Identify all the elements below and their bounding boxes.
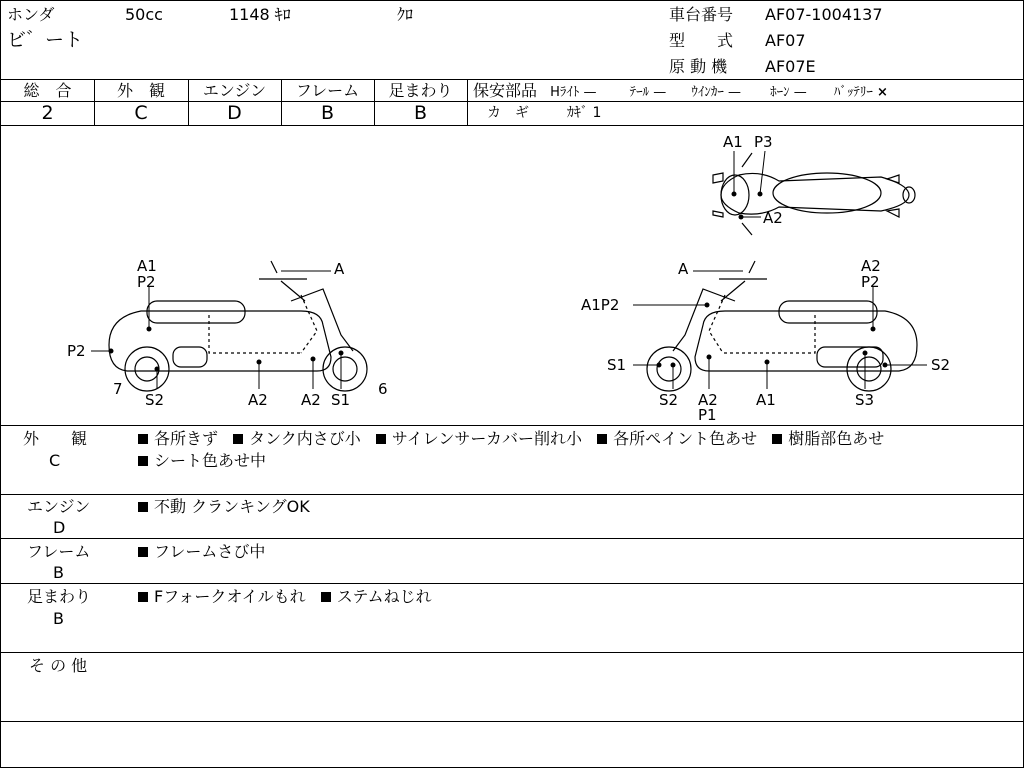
remark-item: シート色あせ中 xyxy=(154,451,267,470)
label-left-a1: A1 xyxy=(137,257,157,275)
safety-parts-row xyxy=(473,83,888,99)
remark-item: 不動 クランキングOK xyxy=(154,497,310,516)
label-left-p2: P2 xyxy=(137,273,156,291)
safety-item xyxy=(630,85,667,100)
right-rear-wheel xyxy=(847,347,891,391)
right-rear-hub xyxy=(857,357,881,381)
left-handlebar xyxy=(259,261,307,301)
grade-label-suspension: 足まわり xyxy=(388,81,453,100)
safety-item-mark: — xyxy=(728,85,741,100)
remark-frame-grade: B xyxy=(53,563,64,582)
right-leg-shield xyxy=(709,295,725,353)
bullet-icon xyxy=(138,502,148,512)
label-left-7: 7 xyxy=(113,380,123,398)
model-name: ビ゛ート xyxy=(7,29,84,51)
top-handlebar xyxy=(742,153,752,235)
label-top-a2: A2 xyxy=(763,209,783,227)
left-floor xyxy=(209,315,301,353)
bullet-icon xyxy=(376,434,386,444)
label-right-p1: P1 xyxy=(698,406,717,424)
mileage: 1148 ｷﾛ xyxy=(229,5,291,24)
remark-suspension-items xyxy=(138,589,432,605)
right-body xyxy=(695,311,917,371)
label-right-s3: S3 xyxy=(855,391,875,409)
label-left-a: A xyxy=(334,260,345,278)
remark-item: フレームさび中 xyxy=(154,542,266,561)
divider xyxy=(467,101,1023,102)
frame-no-label: 車台番号 xyxy=(669,5,734,24)
divider xyxy=(1,494,1023,495)
bullet-icon xyxy=(772,434,782,444)
divider xyxy=(1,721,1023,722)
label-left-a2-mid: A2 xyxy=(248,391,268,409)
divider xyxy=(1,79,1023,80)
right-front-wheel xyxy=(647,347,691,391)
displacement: 50cc xyxy=(125,5,163,24)
remark-exterior-label: 外 観 xyxy=(23,429,88,448)
remark-suspension-label: 足まわり xyxy=(27,587,92,606)
bullet-icon xyxy=(233,434,243,444)
bullet-icon xyxy=(138,592,148,602)
maker: ホンダ xyxy=(7,5,55,24)
remark-other-label: そ の 他 xyxy=(29,656,88,675)
engine-label: 原 動 機 xyxy=(669,57,728,76)
safety-item-mark: × xyxy=(876,85,888,100)
remark-exterior-grade: C xyxy=(49,451,61,470)
safety-label: 保安部品 xyxy=(473,81,538,100)
remark-item: タンク内さび小 xyxy=(249,429,361,448)
label-right-a: A xyxy=(678,260,689,278)
safety-item-mark: — xyxy=(583,85,597,100)
grade-label-frame: フレーム xyxy=(295,81,360,100)
type-label: 型 式 xyxy=(669,31,734,50)
scooter-top-view xyxy=(713,153,915,235)
safety-item-name: ﾃｰﾙ xyxy=(629,85,650,100)
damage-diagram xyxy=(1,125,1023,425)
remark-item: 樹脂部色あせ xyxy=(788,429,885,448)
safety-item xyxy=(834,85,888,100)
left-leg-shield xyxy=(301,295,317,353)
right-floor xyxy=(723,315,815,353)
remark-item: 各所ペイント色あせ xyxy=(613,429,758,448)
label-top-p3: P3 xyxy=(754,133,773,151)
divider xyxy=(1,538,1023,539)
bullet-icon xyxy=(138,434,148,444)
remark-suspension-grade: B xyxy=(53,609,64,628)
label-right-a1p2: A1P2 xyxy=(581,296,620,314)
grade-label-engine: エンジン xyxy=(202,81,267,100)
left-seat xyxy=(147,301,245,323)
label-left-s2: S2 xyxy=(145,391,165,409)
remark-item: Fフォークオイルもれ xyxy=(154,587,306,606)
color: ｸﾛ xyxy=(397,5,414,24)
right-front-hub xyxy=(657,357,681,381)
remark-frame-label: フレーム xyxy=(27,542,91,561)
label-left-s1: S1 xyxy=(331,391,351,409)
left-body xyxy=(109,311,331,371)
label-top-a1: A1 xyxy=(723,133,743,151)
grade-value-exterior: C xyxy=(134,102,148,124)
bullet-icon xyxy=(138,547,148,557)
remark-frame-items xyxy=(138,544,265,560)
key-label: カ ギ xyxy=(487,105,529,121)
safety-item-name: Hﾗｲﾄ xyxy=(550,85,580,100)
divider xyxy=(1,652,1023,653)
safety-item xyxy=(770,85,807,100)
safety-item xyxy=(691,85,741,100)
divider xyxy=(1,583,1023,584)
label-right-a1: A1 xyxy=(756,391,776,409)
bullet-icon xyxy=(597,434,607,444)
divider xyxy=(467,79,468,125)
safety-item xyxy=(550,85,596,100)
label-right-a2: A2 xyxy=(861,257,881,275)
label-right-p2: P2 xyxy=(861,273,880,291)
safety-item-mark: — xyxy=(793,85,807,100)
remark-item: 各所きず xyxy=(154,429,219,448)
remark-engine-items xyxy=(138,499,310,515)
grade-label-exterior: 外 観 xyxy=(116,81,165,100)
frame-no: AF07-1004137 xyxy=(765,5,883,24)
safety-item-mark: — xyxy=(653,85,667,100)
remark-item: ステムねじれ xyxy=(336,587,432,606)
right-handlebar xyxy=(719,261,767,301)
remark-exterior-items xyxy=(138,431,884,447)
label-right-s2-front: S2 xyxy=(659,391,679,409)
engine-value: AF07E xyxy=(765,57,816,76)
label-left-a2-front: A2 xyxy=(301,391,321,409)
grade-value-frame: B xyxy=(320,102,335,124)
remark-item: サイレンサーカバー削れ小 xyxy=(391,429,583,448)
left-front-wheel xyxy=(323,347,367,391)
grade-value-engine: D xyxy=(227,102,242,124)
type-value: AF07 xyxy=(765,31,806,50)
grade-value-overall: 2 xyxy=(41,102,54,124)
divider xyxy=(1,425,1023,426)
safety-item-name: ﾊﾞｯﾃﾘｰ xyxy=(833,85,873,100)
label-left-p2-side: P2 xyxy=(67,342,86,360)
label-right-s2-rear: S2 xyxy=(931,356,951,374)
left-muffler xyxy=(173,347,207,367)
bullet-icon xyxy=(321,592,331,602)
key-value: ｶｷﾞ 1 xyxy=(567,105,602,121)
safety-item-name: ｳｲﾝｶｰ xyxy=(691,85,724,100)
top-rear-lamp xyxy=(887,175,899,217)
grade-label-overall: 総 合 xyxy=(23,81,72,100)
label-right-a2-mid: A2 xyxy=(698,391,718,409)
leader-line xyxy=(760,151,765,194)
right-seat xyxy=(779,301,877,323)
remark-engine-grade: D xyxy=(53,518,66,537)
bullet-icon xyxy=(138,456,148,466)
left-front-hub xyxy=(333,357,357,381)
remark-engine-label: エンジン xyxy=(27,497,91,516)
label-left-6: 6 xyxy=(378,380,388,398)
safety-item-name: ﾎｰﾝ xyxy=(770,85,790,100)
label-right-s1: S1 xyxy=(607,356,627,374)
grade-value-suspension: B xyxy=(413,102,428,124)
left-rear-wheel xyxy=(125,347,169,391)
remark-exterior-items-2 xyxy=(138,453,266,469)
